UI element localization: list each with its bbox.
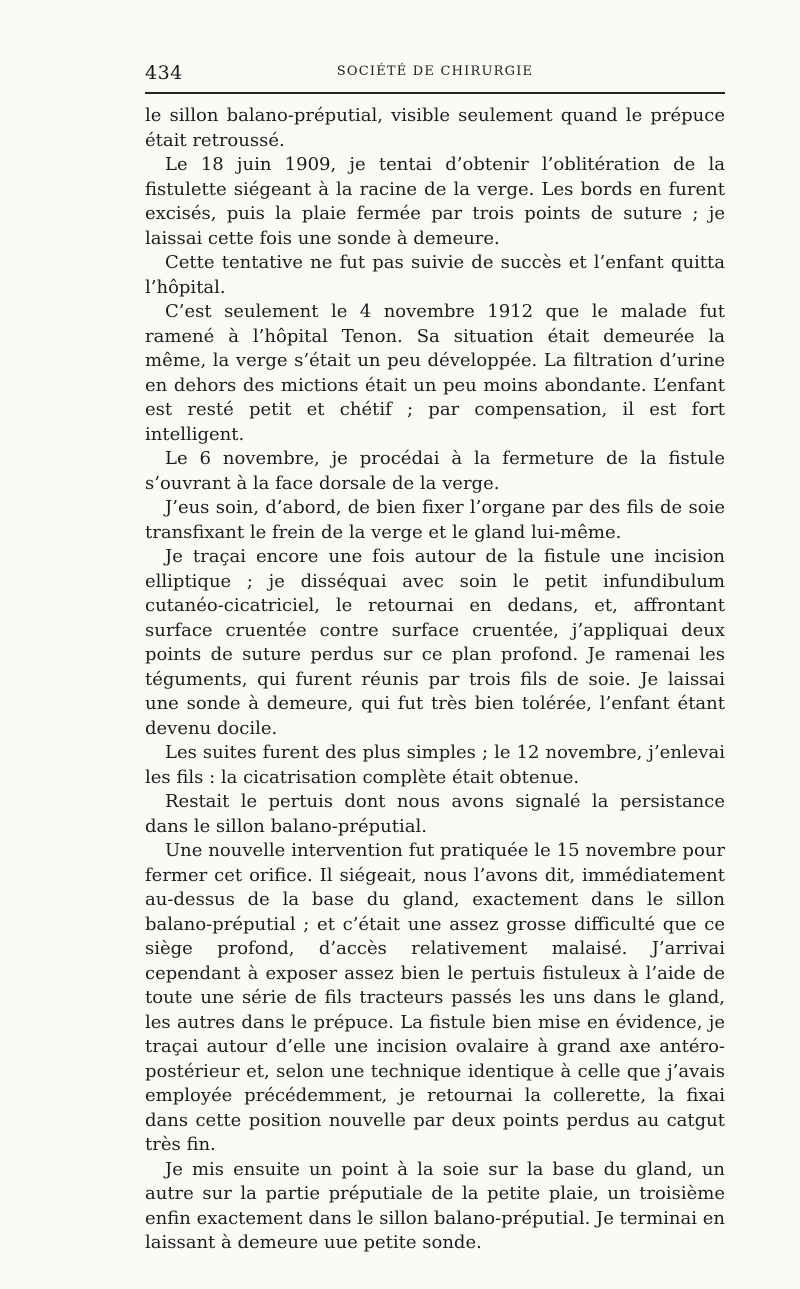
paragraph: Les suites furent des plus simples ; le 12 novembre, j’enlevai les fils : la cicatrisation complète était obtenue. [145, 742, 725, 788]
paragraph: le sillon balano-préputial, visible seulement quand le prépuce était retroussé. [145, 105, 725, 151]
paragraph: Cette tentative ne fut pas suivie de succès et l’enfant quitta l’hôpital. [145, 252, 725, 298]
paragraph: Je traçai encore une fois autour de la fistule une incision elliptique ; je disséquai avec soin le petit infundibulum cutanéo-cicatriciel, le retournai en dedans, et, affrontant surface cruentée contre surface cruentée, j’appliquai deux points de suture perdus sur ce plan profond. Je ramenai les téguments, qui furent réunis par trois fils de soie. Je laissai une sonde à demeure, qui fut très bien tolérée, l’enfant étant devenu docile. [145, 546, 725, 739]
paragraph: Le 18 juin 1909, je tentai d’obtenir l’oblitération de la fistulette siégeant à la racine de la verge. Les bords en furent excisés, puis la plaie fermée par trois points de suture ; je laissai cette fois une sonde à demeure. [145, 154, 725, 249]
paragraph: Restait le pertuis dont nous avons signalé la persistance dans le sillon balano-préputial. [145, 791, 725, 837]
body-text [145, 104, 725, 1256]
running-head: SOCIÉTÉ DE CHIRURGIE [336, 64, 534, 79]
paragraph: Le 6 novembre, je procédai à la fermeture de la fistule s’ouvrant à la face dorsale de la verge. [145, 448, 725, 494]
paragraph: C’est seulement le 4 novembre 1912 que le malade fut ramené à l’hôpital Tenon. Sa situation était demeurée la même, la verge s’était un peu développée. La filtration d’urine en dehors des mictions était un peu moins abondante. L’enfant est resté petit et chétif ; par compensation, il est fort intelligent. [145, 301, 725, 445]
book-page [145, 52, 725, 1256]
paragraph: Une nouvelle intervention fut pratiquée le 15 novembre pour fermer cet orifice. Il siégeait, nous l’avons dit, immédiatement au-dessus de la base du gland, exactement dans le sillon balano-préputial ; et c’était une assez grosse difficulté que ce siège profond, d’accès relativement malaisé. J’arrivai cependant à exposer assez bien le pertuis fistuleux à l’aide de toute une série de fils tracteurs passés les uns dans le gland, les autres dans le prépuce. La fistule bien mise en évidence, je traçai autour d’elle une incision ovalaire à grand axe antéro-postérieur et, selon une technique identique à celle que j’avais employée précédemment, je retournai la collerette, la fixai dans cette position nouvelle par deux points perdus au catgut très fin. [145, 840, 725, 1155]
paragraph: Je mis ensuite un point à la soie sur la base du gland, un autre sur la partie préputiale de la petite plaie, un troisième enfin exactement dans le sillon balano-préputial. Je terminai en laissant à demeure uue petite sonde. [145, 1158, 725, 1253]
page-header [145, 52, 725, 94]
paragraph: J’eus soin, d’abord, de bien fixer l’organe par des fils de soie transfixant le frein de la verge et le gland lui-même. [145, 497, 725, 543]
page-number: 434 [145, 62, 183, 84]
